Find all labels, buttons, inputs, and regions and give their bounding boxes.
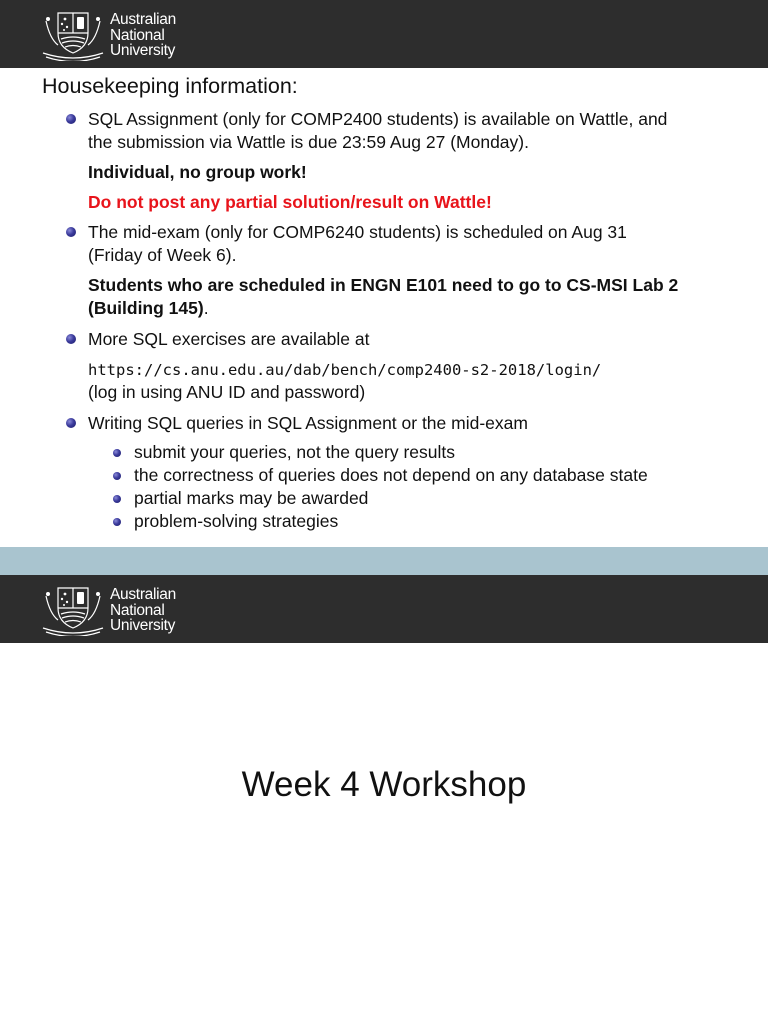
wordmark-line: University bbox=[110, 42, 176, 59]
sub-bullet-icon bbox=[113, 449, 121, 457]
anu-logo bbox=[40, 584, 200, 638]
item-text: (Building 145) bbox=[88, 298, 204, 318]
anu-wordmark bbox=[110, 587, 176, 634]
list-item bbox=[88, 221, 738, 267]
item-text: (Friday of Week 6). bbox=[88, 245, 237, 265]
sub-bullet-icon bbox=[113, 472, 121, 480]
anu-logo bbox=[40, 9, 200, 63]
exercise-url-link[interactable]: https://cs.anu.edu.au/dab/bench/comp2400-s2-2018/login/ bbox=[88, 361, 602, 379]
item-note-bold bbox=[88, 274, 738, 320]
slide-header bbox=[0, 575, 768, 643]
sub-list-item: partial marks may be awarded bbox=[134, 488, 369, 508]
anu-crest-icon bbox=[40, 9, 106, 61]
item-text: . bbox=[203, 298, 209, 318]
bullet-icon bbox=[66, 114, 76, 124]
wordmark-line: National bbox=[110, 26, 165, 44]
item-text: SQL Assignment (only for COMP2400 students) is available on Wattle, and bbox=[88, 109, 668, 129]
item-text: (log in using ANU ID and password) bbox=[88, 382, 366, 402]
wordmark-line: Australian bbox=[110, 586, 176, 603]
item-text: More SQL exercises are available at bbox=[88, 329, 370, 349]
list-item bbox=[88, 108, 738, 154]
anu-wordmark bbox=[110, 12, 176, 59]
sub-list-item: the correctness of queries does not depend on any database state bbox=[134, 465, 648, 485]
slide-title: Housekeeping information: bbox=[42, 74, 298, 98]
slide-title: Week 4 Workshop bbox=[241, 765, 527, 804]
list-item bbox=[88, 328, 738, 351]
item-text: Students who are scheduled in ENGN E101 need to go to CS-MSI Lab 2 bbox=[88, 275, 679, 295]
list-item: Writing SQL queries in SQL Assignment or the mid-exam bbox=[88, 413, 528, 433]
wordmark-line: National bbox=[110, 601, 165, 619]
sub-bullet-icon bbox=[113, 518, 121, 526]
wordmark-line: University bbox=[110, 617, 176, 634]
slide-header bbox=[0, 0, 768, 68]
bullet-icon bbox=[66, 334, 76, 344]
sub-list-item: submit your queries, not the query results bbox=[134, 442, 455, 462]
item-note-warning: Do not post any partial solution/result on Wattle! bbox=[88, 192, 492, 212]
item-text: The mid-exam (only for COMP6240 students) is scheduled on Aug 31 bbox=[88, 222, 627, 242]
bullet-icon bbox=[66, 418, 76, 428]
item-text: the submission via Wattle is due 23:59 Aug 27 (Monday). bbox=[88, 132, 529, 152]
anu-crest-icon bbox=[40, 584, 106, 636]
slide-separator bbox=[0, 547, 768, 575]
sub-list-item: problem-solving strategies bbox=[134, 511, 339, 531]
item-note-bold: Individual, no group work! bbox=[88, 162, 307, 182]
bullet-icon bbox=[66, 227, 76, 237]
sub-bullet-icon bbox=[113, 495, 121, 503]
wordmark-line: Australian bbox=[110, 11, 176, 28]
slide-workshop bbox=[0, 575, 768, 1024]
